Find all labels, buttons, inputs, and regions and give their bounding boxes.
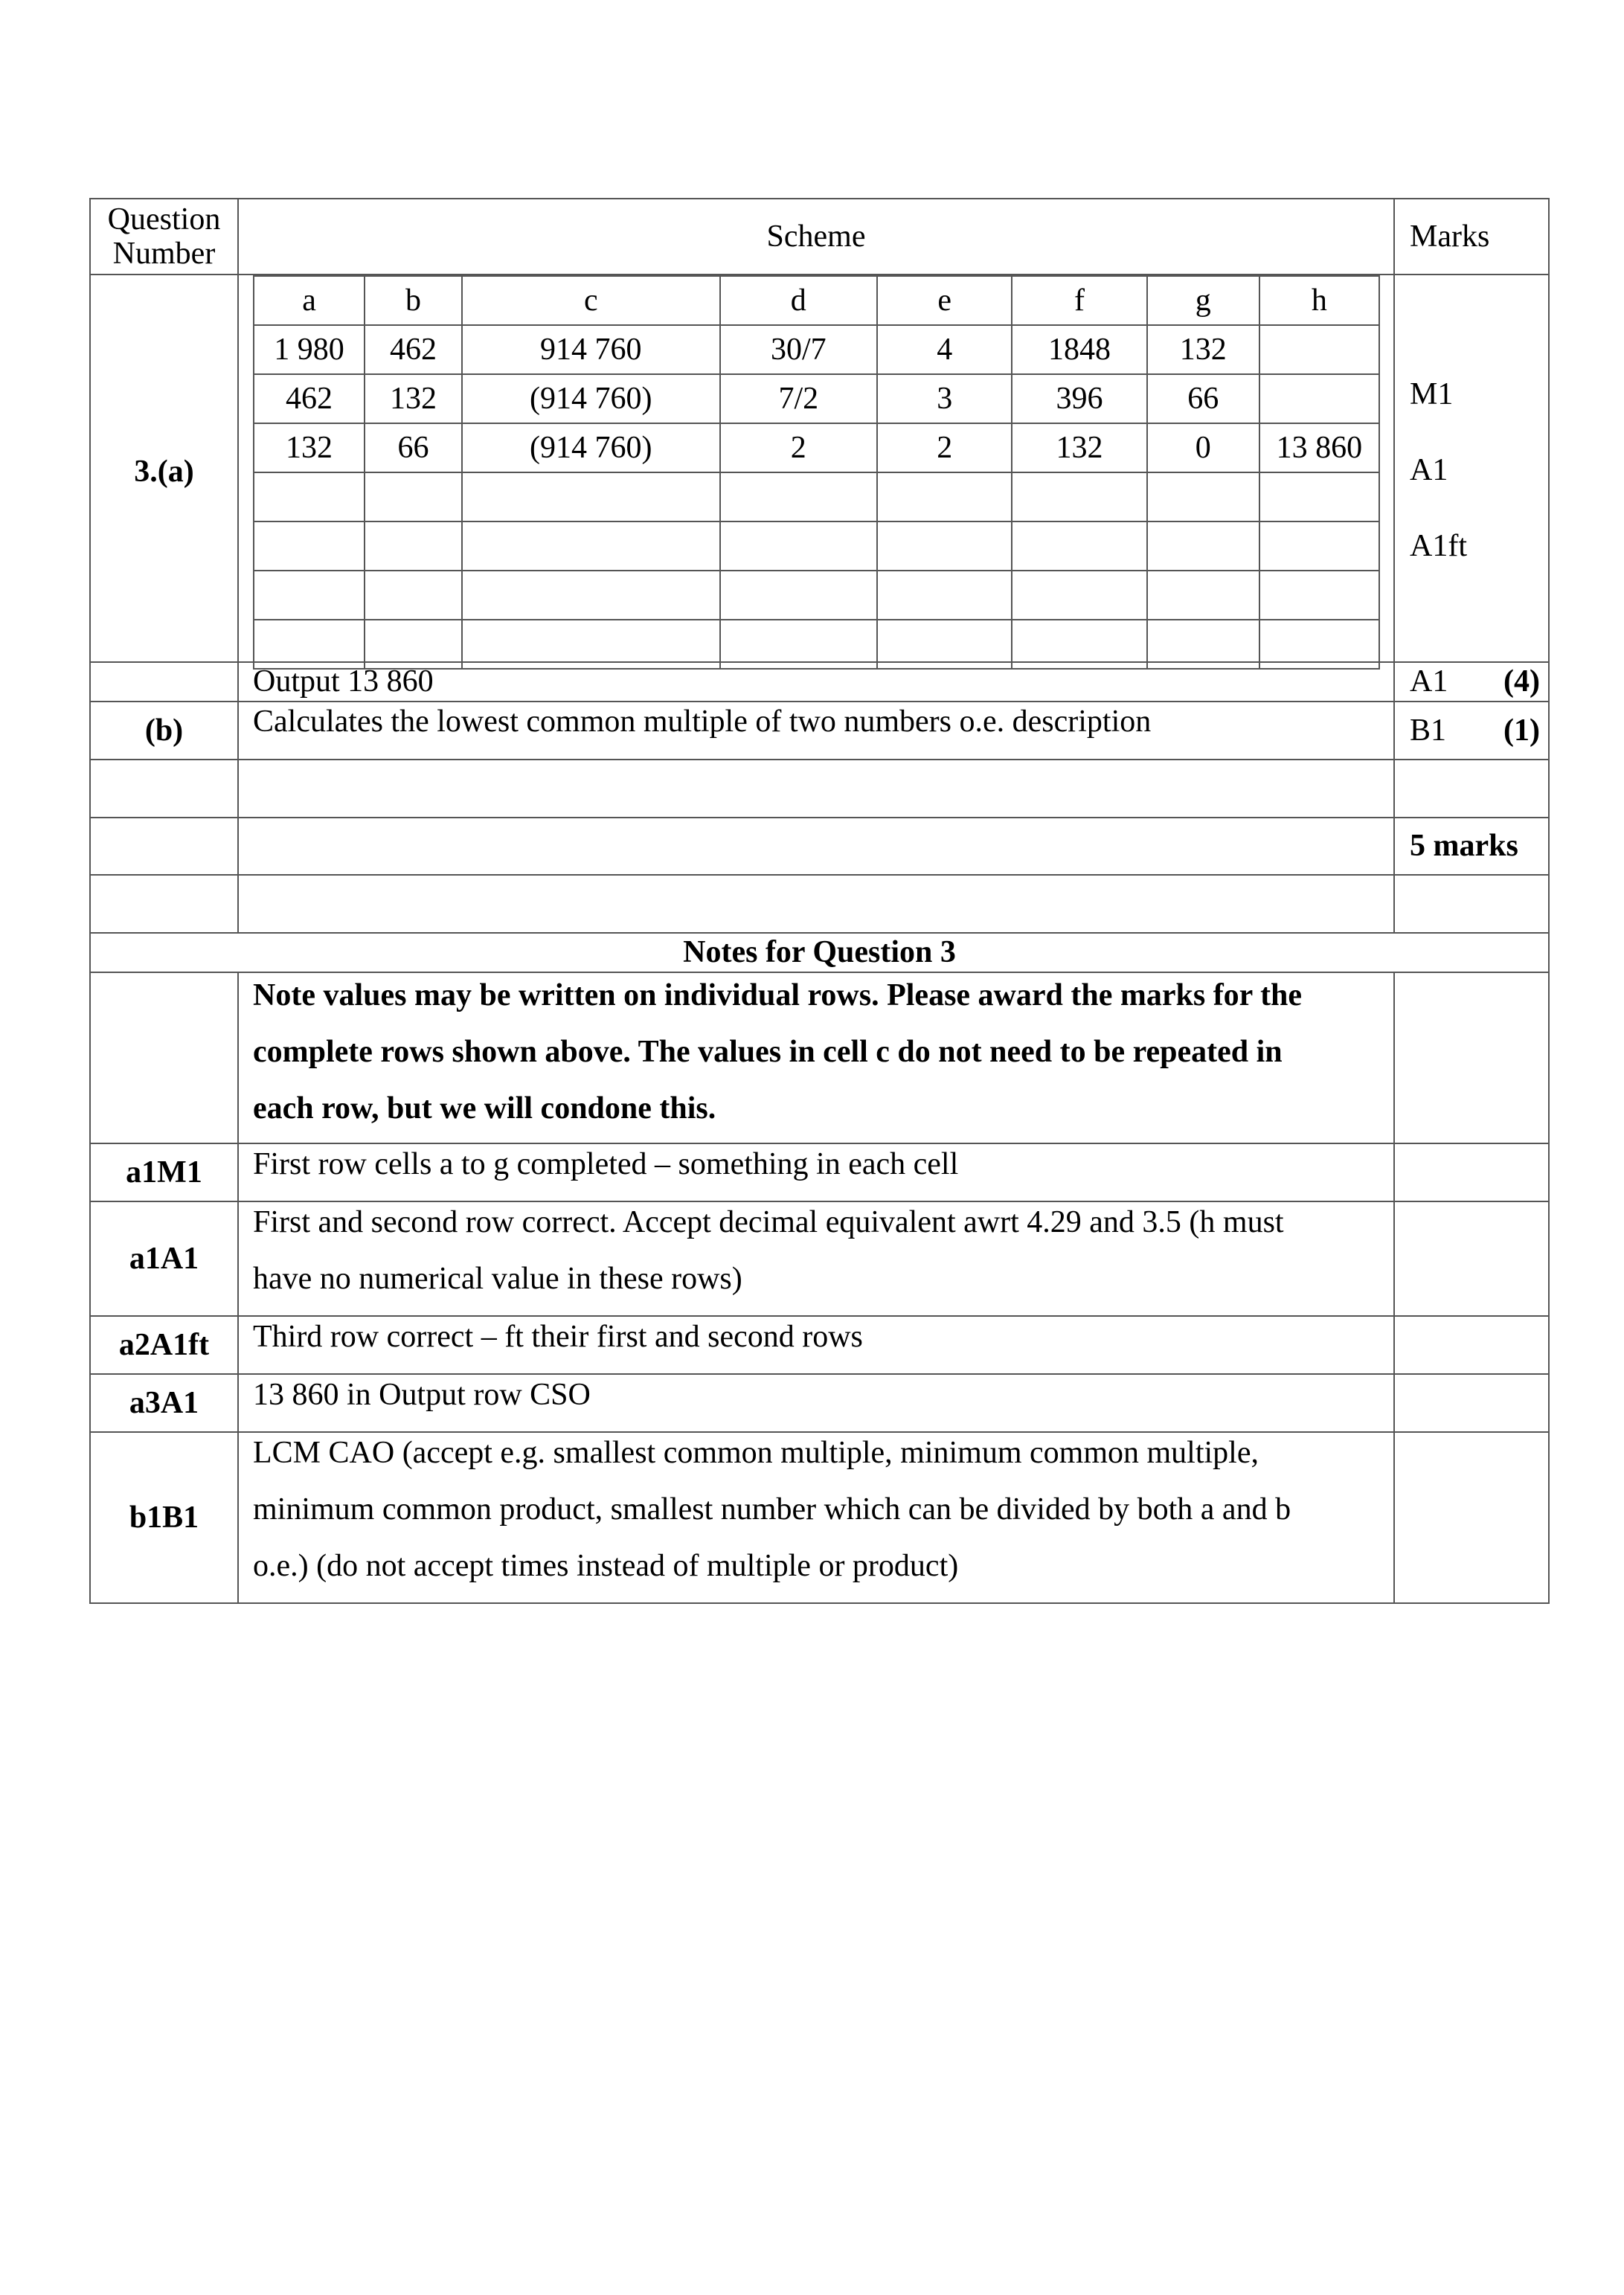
- trace-table-row: [254, 571, 1379, 620]
- trace-table-cell: [1259, 620, 1379, 669]
- trace-table-cell: 4: [877, 325, 1012, 374]
- note-text-a3a1: 13 860 in Output row CSO: [253, 1378, 591, 1413]
- mark-a1ft: A1ft: [1410, 528, 1467, 563]
- grid-line: [237, 972, 239, 1604]
- grid-line: [1393, 198, 1395, 933]
- trace-table-row: [254, 472, 1379, 521]
- trace-table-cell: [1259, 571, 1379, 620]
- notes-intro: [253, 967, 1378, 1137]
- note-code-b1b1: b1B1: [129, 1500, 199, 1535]
- note-line: LCM CAO (accept e.g. smallest common multiple, minimum common multiple,: [253, 1436, 1259, 1470]
- grid-line: [89, 874, 1550, 876]
- trace-table-header-cell: b: [365, 276, 462, 325]
- trace-table-cell: [1012, 521, 1146, 571]
- notes-intro-line: each row, but we will condone this.: [253, 1091, 716, 1126]
- trace-table-cell: [365, 472, 462, 521]
- trace-table-cell: [462, 521, 720, 571]
- trace-table-cell: [720, 472, 878, 521]
- trace-table-cell: 30/7: [720, 325, 878, 374]
- trace-table-cell: (914 760): [462, 374, 720, 423]
- question-label-3a: 3.(a): [134, 454, 194, 489]
- scheme-header: Scheme: [766, 219, 866, 254]
- trace-table-cell: [462, 472, 720, 521]
- grid-line: [89, 1602, 1550, 1604]
- question-label-b: (b): [144, 713, 184, 748]
- note-text-b1b1: [253, 1425, 1378, 1594]
- trace-table-header-cell: e: [877, 276, 1012, 325]
- trace-table-cell: 914 760: [462, 325, 720, 374]
- trace-table-cell: 1 980: [254, 325, 365, 374]
- trace-table-header-cell: d: [720, 276, 878, 325]
- note-text-a2a1ft: Third row correct – ft their first and second rows: [253, 1320, 863, 1355]
- part-b-total: (1): [1503, 713, 1540, 748]
- trace-table-cell: 462: [254, 374, 365, 423]
- trace-table-cell: [365, 571, 462, 620]
- trace-table-cell: 132: [365, 374, 462, 423]
- note-code-a3a1: a3A1: [129, 1385, 199, 1420]
- part-b-mark: B1: [1410, 713, 1447, 748]
- note-text-a1m1: First row cells a to g completed – something in each cell: [253, 1147, 959, 1182]
- trace-table-cell: [365, 620, 462, 669]
- notes-title: Notes for Question 3: [683, 935, 956, 970]
- mark-a1: A1: [1410, 452, 1448, 487]
- trace-table-cell: [1259, 472, 1379, 521]
- trace-table-cell: [877, 571, 1012, 620]
- trace-table-header-cell: a: [254, 276, 365, 325]
- trace-table-cell: [462, 620, 720, 669]
- trace-table-row: [254, 325, 1379, 374]
- trace-table-cell: 66: [1147, 374, 1259, 423]
- trace-table-cell: [720, 620, 878, 669]
- trace-table-cell: 132: [1012, 423, 1146, 472]
- grid-line: [89, 817, 1550, 818]
- grid-line: [237, 198, 239, 933]
- output-total: (4): [1503, 664, 1540, 699]
- trace-table-cell: [720, 571, 878, 620]
- header-text: Number: [112, 237, 216, 271]
- trace-table-cell: 7/2: [720, 374, 878, 423]
- trace-table-row: [254, 423, 1379, 472]
- note-line: o.e.) (do not accept times instead of multiple or product): [253, 1549, 959, 1583]
- trace-table-header-cell: c: [462, 276, 720, 325]
- output-mark: A1: [1410, 664, 1448, 699]
- note-line: have no numerical value in these rows): [253, 1262, 742, 1296]
- trace-table-cell: [1259, 374, 1379, 423]
- trace-table-cell: [254, 521, 365, 571]
- trace-table-row: [254, 374, 1379, 423]
- notes-intro-line: Note values may be written on individual rows. Please award the marks for the: [253, 978, 1303, 1012]
- trace-table-cell: [1012, 571, 1146, 620]
- trace-table-cell: [254, 571, 365, 620]
- trace-table-cell: [1147, 620, 1259, 669]
- trace-table-cell: (914 760): [462, 423, 720, 472]
- note-text-a1a1: [253, 1194, 1378, 1307]
- trace-table-cell: [1147, 521, 1259, 571]
- trace-table-header-cell: h: [1259, 276, 1379, 325]
- marks-header: Marks: [1410, 219, 1490, 254]
- trace-table-cell: 2: [877, 423, 1012, 472]
- header-text: Question: [107, 202, 221, 237]
- grid-line: [1548, 198, 1550, 1604]
- trace-table-cell: [1012, 472, 1146, 521]
- total-marks: 5 marks: [1410, 829, 1518, 864]
- trace-table-header-cell: g: [1147, 276, 1259, 325]
- trace-table-cell: [877, 620, 1012, 669]
- mark-m1: M1: [1410, 376, 1454, 411]
- trace-table-cell: 13 860: [1259, 423, 1379, 472]
- trace-table: [253, 275, 1380, 670]
- trace-table-cell: [720, 521, 878, 571]
- trace-table-cell: [1147, 472, 1259, 521]
- trace-table-header-row: [254, 276, 1379, 325]
- trace-table-row: [254, 521, 1379, 571]
- question-number-header: [91, 199, 237, 274]
- trace-table-cell: [1012, 620, 1146, 669]
- note-code-a2a1ft: a2A1ft: [118, 1327, 210, 1362]
- trace-table-cell: [254, 620, 365, 669]
- trace-table-cell: 132: [1147, 325, 1259, 374]
- trace-table-cell: 3: [877, 374, 1012, 423]
- trace-table-cell: [462, 571, 720, 620]
- output-text: Output 13 860: [253, 664, 434, 699]
- trace-table-cell: [1147, 571, 1259, 620]
- trace-table-cell: [1259, 521, 1379, 571]
- trace-table-header-cell: f: [1012, 276, 1146, 325]
- note-code-a1a1: a1A1: [129, 1241, 199, 1276]
- trace-table-cell: 396: [1012, 374, 1146, 423]
- trace-table-cell: [254, 472, 365, 521]
- trace-table-row: [254, 620, 1379, 669]
- notes-intro-line: complete rows shown above. The values in cell c do not need to be repeated in: [253, 1035, 1283, 1069]
- grid-line: [89, 759, 1550, 760]
- note-line: minimum common product, smallest number which can be divided by both a and b: [253, 1492, 1291, 1527]
- trace-table-cell: 462: [365, 325, 462, 374]
- part-b-text: Calculates the lowest common multiple of two numbers o.e. description: [253, 704, 1152, 739]
- trace-table-cell: 0: [1147, 423, 1259, 472]
- note-code-a1m1: a1M1: [126, 1155, 202, 1190]
- trace-table-cell: 66: [365, 423, 462, 472]
- grid-line: [1393, 972, 1395, 1604]
- trace-table-cell: 132: [254, 423, 365, 472]
- trace-table-cell: [1259, 325, 1379, 374]
- trace-table-cell: 2: [720, 423, 878, 472]
- trace-table-cell: [877, 472, 1012, 521]
- trace-table-cell: 1848: [1012, 325, 1146, 374]
- trace-table-cell: [877, 521, 1012, 571]
- note-line: First and second row correct. Accept decimal equivalent awrt 4.29 and 3.5 (h must: [253, 1205, 1284, 1239]
- trace-table-cell: [365, 521, 462, 571]
